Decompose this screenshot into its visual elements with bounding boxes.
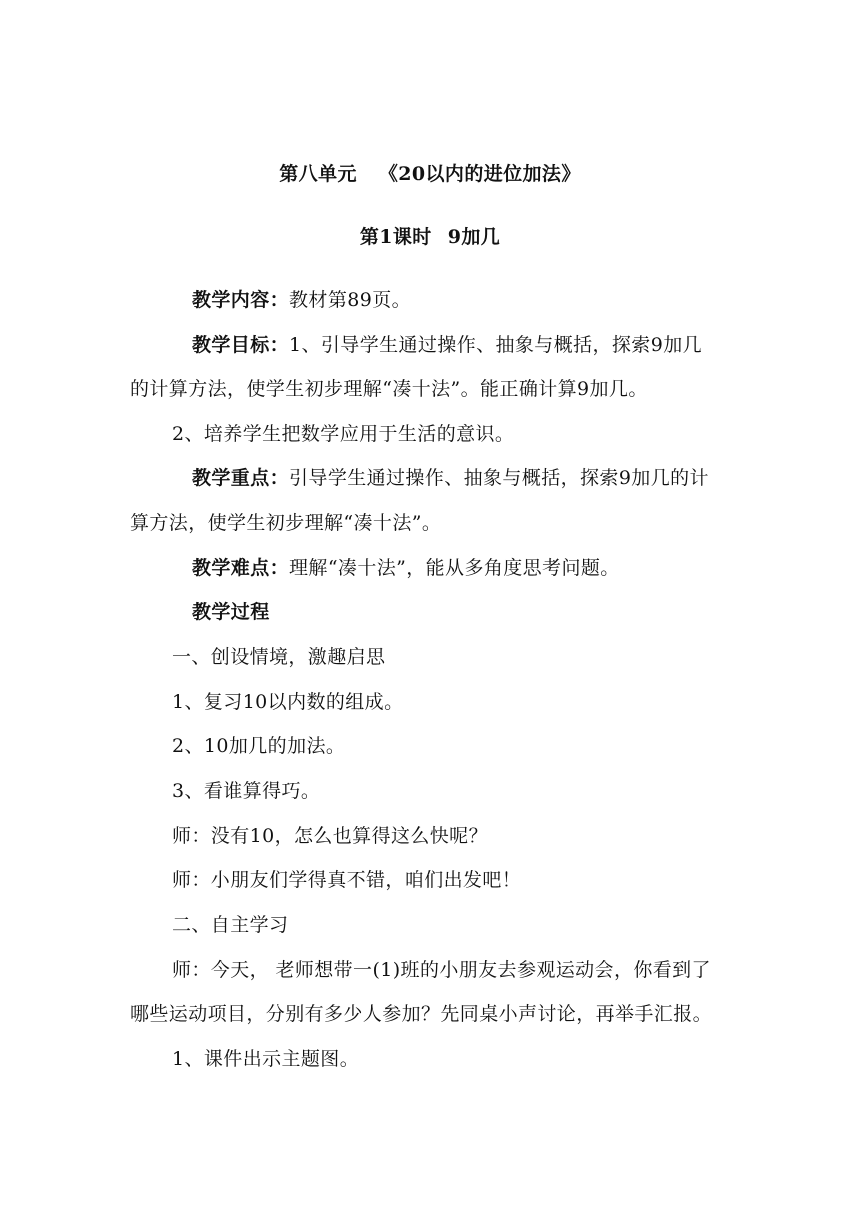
- teaching-content-text: 教材第89页。: [289, 289, 411, 311]
- key-points-text-1: 引导学生通过操作、抽象与概括，探索9加几的计: [289, 467, 709, 489]
- teaching-goals-line-2: 的计算方法，使学生初步理解“凑十法”。能正确计算9加几。: [130, 378, 648, 400]
- section-one-item-3: 3、看谁算得巧。: [172, 780, 321, 802]
- section-one-item-1: 1、复习10以内数的组成。: [172, 691, 404, 713]
- section-one-heading: 一、创设情境，激趣启思: [172, 646, 386, 668]
- teaching-goals-text-1: 1、引导学生通过操作、抽象与概括，探索9加几: [289, 334, 702, 356]
- teaching-goals-line-3: 2、培养学生把数学应用于生活的意识。: [172, 423, 515, 445]
- teaching-difficulty: [130, 556, 750, 580]
- difficulty-label: 教学难点：: [192, 557, 290, 579]
- teaching-process-label: 教学过程: [192, 601, 270, 623]
- section-two-item-1: 1、课件出示主题图。: [172, 1048, 360, 1070]
- section-two-heading: 二、自主学习: [172, 914, 289, 936]
- teaching-content: [130, 288, 750, 312]
- teacher-line-1: 师：没有10，怎么也算得这么快呢？: [172, 825, 488, 847]
- key-points-line-1: [130, 466, 750, 490]
- teaching-goals-line-1: [130, 333, 750, 357]
- lesson-title: 第1课时: [359, 226, 432, 248]
- lesson-heading: [0, 225, 860, 249]
- unit-subtitle: 《20以内的进位加法》: [378, 163, 581, 185]
- lesson-subtitle: 9加几: [447, 226, 501, 248]
- difficulty-text: 理解“凑十法”，能从多角度思考问题。: [289, 557, 620, 579]
- teacher-line-3-part-1: 师：今天， 老师想带一(1)班的小朋友去参观运动会，你看到了: [172, 959, 711, 981]
- unit-title: 第八单元: [279, 163, 357, 185]
- key-points-line-2: 算方法，使学生初步理解“凑十法”。: [130, 512, 442, 534]
- teaching-goals-label: 教学目标：: [192, 334, 290, 356]
- key-points-label: 教学重点：: [192, 467, 290, 489]
- section-one-item-2: 2、10加几的加法。: [172, 735, 346, 757]
- teacher-line-3-part-2: 哪些运动项目，分别有多少人参加？先同桌小声讨论，再举手汇报。: [130, 1003, 713, 1025]
- teacher-line-2: 师：小朋友们学得真不错，咱们出发吧！: [172, 869, 522, 891]
- teaching-content-label: 教学内容：: [192, 289, 290, 311]
- unit-heading: [0, 162, 860, 186]
